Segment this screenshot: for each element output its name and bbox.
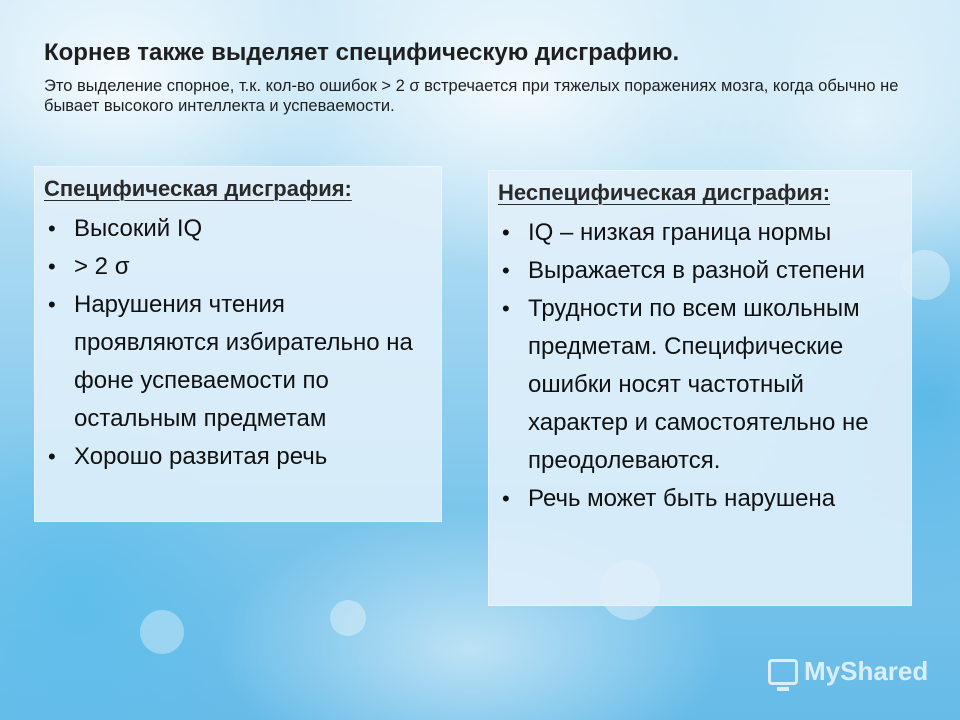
nonspecific-dysgraphia-heading: Неспецифическая дисграфия: xyxy=(498,180,831,205)
bullet-icon: • xyxy=(502,220,510,245)
list-item: • Речь может быть нарушена xyxy=(498,480,902,518)
background-bokeh xyxy=(140,610,184,654)
monitor-icon xyxy=(768,659,798,685)
list-item: • Хорошо развитая речь xyxy=(44,438,432,476)
list-item: • Трудности по всем школьным предметам. Специфические ошибки носят частотный характер и самостоятельно не преодолеваются. xyxy=(498,290,902,480)
watermark-text: MyShared xyxy=(804,656,929,686)
nonspecific-dysgraphia-box xyxy=(488,170,912,606)
list-item: • > 2 σ xyxy=(44,248,432,286)
nonspecific-dysgraphia-list xyxy=(498,214,902,518)
bullet-icon: • xyxy=(502,258,510,283)
list-item: • Нарушения чтения проявляются избирательно на фоне успеваемости по остальным предметам xyxy=(44,286,432,438)
list-item: • IQ – низкая граница нормы xyxy=(498,214,902,252)
bullet-icon: • xyxy=(502,486,510,511)
specific-dysgraphia-box xyxy=(34,166,442,522)
specific-dysgraphia-list xyxy=(44,210,432,476)
slide-subtitle: Это выделение спорное, т.к. кол-во ошибок > 2 σ встречается при тяжелых поражениях мозга, когда обычно не бывает высокого интеллекта и успеваемости. xyxy=(44,77,899,115)
specific-dysgraphia-heading: Специфическая дисграфия: xyxy=(44,176,352,201)
slide-title: Корнев также выделяет специфическую дисграфию. xyxy=(44,39,680,66)
bullet-icon: • xyxy=(48,254,56,279)
background-bokeh xyxy=(330,600,366,636)
bullet-icon: • xyxy=(48,292,56,317)
bullet-icon: • xyxy=(48,444,56,469)
myshared-watermark xyxy=(768,656,928,687)
list-item: • Выражается в разной степени xyxy=(498,252,902,290)
list-item: • Высокий IQ xyxy=(44,210,432,248)
bullet-icon: • xyxy=(502,296,510,321)
bullet-icon: • xyxy=(48,216,56,241)
